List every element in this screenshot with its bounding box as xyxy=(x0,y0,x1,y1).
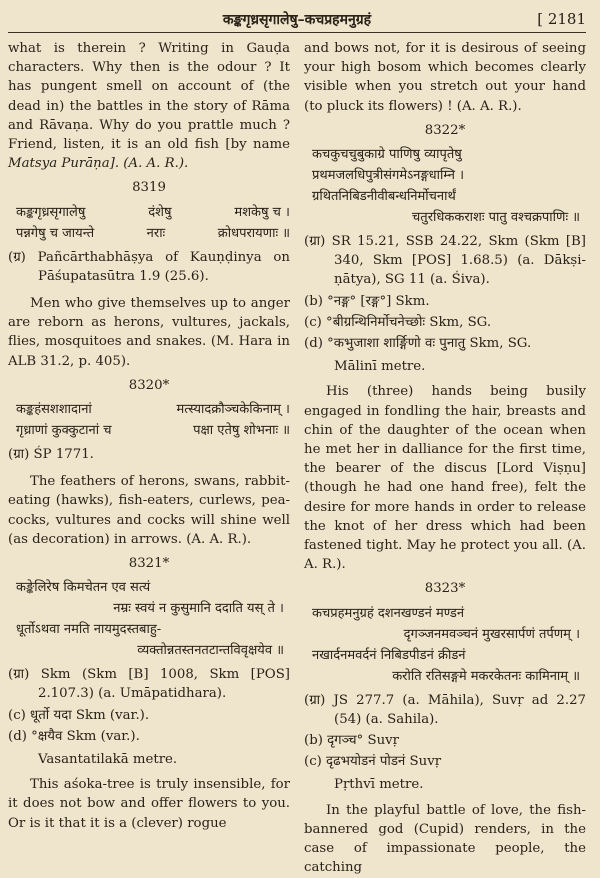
verse-8320 xyxy=(16,399,290,441)
verse-line xyxy=(16,640,290,661)
text-line: bearer of the discus [Lord Viṣṇu] (though xyxy=(304,461,586,496)
source-line: (54) (a. Sahila). xyxy=(334,711,439,727)
verse-line xyxy=(16,598,290,619)
variant: (b) दृगञ्च° Suvṛ xyxy=(304,733,399,749)
verse-line xyxy=(312,666,586,687)
text-line: Rāvaṇa. Why do you prattle much ? xyxy=(39,117,290,133)
right-column xyxy=(304,39,586,878)
source-line: (ग्रा) JS 277.7 (a. Māhila), Suvṛ ad 2.27 xyxy=(304,692,586,708)
verse-text: व्यक्तोन्नतस्तनतटान्तविवृक्षयेव ॥ xyxy=(137,643,284,659)
verse-line xyxy=(312,624,586,645)
verse-text: मशकेषु च । xyxy=(234,204,290,220)
text-line: for it does not bow and offer flowers to xyxy=(8,777,290,812)
page-header xyxy=(8,6,586,33)
source-8320: (ग्रा) ŚP 1771. xyxy=(8,447,94,463)
text-line: in) the battles in the story of Rāma and xyxy=(8,98,290,133)
verse-text: मत्स्यादक्रौञ्चकेकिनाम् । xyxy=(176,402,290,418)
verse-text: कचप्रहमनुग्रहं दशनखण्डनं मण्डनं xyxy=(312,605,465,621)
text-line: flies, mosquitoes and snakes. (M. Hara in xyxy=(8,334,290,350)
text-line: Men who give themselves up to anger xyxy=(30,296,290,312)
verse-line xyxy=(312,144,586,165)
variant: (c) °बीग्रन्थिनिर्मोचनेच्छोः Skm, SG. xyxy=(304,314,492,330)
verse-text: कचकुचचुबुकाग्रे पाणिषु व्यापृतेषु xyxy=(312,147,462,163)
text-line: visible when you stretch out your hand xyxy=(304,79,586,95)
source-line: (ग्रा) SR 15.21, SSB 24.22, Skm (Skm [B] xyxy=(304,234,586,250)
verse-number-8320: 8320* xyxy=(128,377,170,393)
variant: (d) °कभुजाशा शार्ङ्गिणो वः पुनातु Skm, SG. xyxy=(304,336,532,352)
page-number: [ 2181 xyxy=(537,10,586,28)
verse-text: पक्षा एतेषु शोभनाः ॥ xyxy=(193,423,290,439)
text-line: met her in dalliance for the first time, the xyxy=(304,442,586,477)
source-line: (ग्रा) Skm (Skm [B] 1008, Skm [POS] xyxy=(8,667,290,683)
right-intro xyxy=(304,39,586,116)
verse-line xyxy=(16,399,290,420)
verse-line xyxy=(16,420,290,441)
verse-text: धूर्तोऽथवा नमति नायमुदस्तबाहु- xyxy=(16,622,162,638)
variant: (c) दृढभयोडनं पोडनं Suvṛ xyxy=(304,754,442,770)
verse-number-8322: 8322* xyxy=(424,122,466,138)
variant: (b) °नङ्ग° [रङ्ग°] Skm. xyxy=(304,293,430,309)
left-intro xyxy=(8,39,290,173)
text-line: tight. May he protect you all. (A. A. R.). xyxy=(304,538,586,573)
translation-8321 xyxy=(8,775,290,833)
verse-number-8319: 8319 xyxy=(132,180,166,196)
verse-line xyxy=(16,223,290,244)
verse-line xyxy=(16,202,290,223)
text-line: ALB 31.2, p. 405). xyxy=(8,353,131,369)
translation-8320 xyxy=(8,472,290,549)
text-line: are reborn as herons, vultures, jackals, xyxy=(8,315,290,331)
left-column xyxy=(8,39,290,878)
verse-line xyxy=(312,165,586,186)
text-line: he had one hand free), felt the desire for xyxy=(304,480,586,515)
source-8321 xyxy=(8,665,290,703)
verse-line xyxy=(312,645,586,666)
verse-line xyxy=(16,619,290,640)
text-line: characters. Why then is the odour ? It xyxy=(8,60,290,76)
text-line: Friend, listen, it is an old fish [by name xyxy=(8,137,290,153)
source-8322 xyxy=(304,232,586,290)
verse-text: नम्रः स्वयं न कुसुमानि ददाति यस् ते । xyxy=(113,601,284,617)
source-line: 2.107.3) (a. Umāpatidhara). xyxy=(38,686,227,702)
text-line: This aśoka-tree is truly insensible, xyxy=(30,777,266,793)
text-line: Matsya Purāṇa]. (A. A. R.). xyxy=(8,156,189,172)
metre-8322: Mālinī metre. xyxy=(334,359,426,375)
source-8323 xyxy=(304,691,586,729)
text-line: eating (hawks), fish-eaters, curlews, pea- xyxy=(8,493,290,509)
verse-text: करोति रतिसङ्गमे मकरकेतनः कामिनाम् ॥ xyxy=(392,668,580,684)
variant: (c) धूर्तो यदा Skm (var.). xyxy=(8,707,150,723)
verse-8319 xyxy=(16,202,290,244)
verse-text: दृगञ्जनमवञ्चनं मुखरसार्पणं तर्पणम् । xyxy=(403,626,580,642)
verse-number-8323: 8323* xyxy=(424,581,466,597)
verse-text: कङ्कगृध्रसृगालेषु xyxy=(16,204,86,220)
source-8319: (ग्र) Pañcārthabhāṣya of Kauṇḍinya on Pāśupatasūtra 1.9 (25.6). xyxy=(8,249,290,284)
verse-line xyxy=(312,186,586,207)
text-line: (to pluck its flowers) ! (A. A. R.). xyxy=(304,98,522,114)
verse-text: ग्रथितनिबिडनीवीबन्धनिर्मोचनार्थं xyxy=(312,189,456,205)
text-line: more hands in order to release the knot xyxy=(304,499,586,534)
text-line: cocks, vultures and cocks will shine well xyxy=(8,512,290,528)
verse-text: नखार्दनमवर्दनं निबिडपीडनं क्रीडनं xyxy=(312,647,466,663)
verse-text: नराः xyxy=(146,225,166,241)
text-line: case of impassionate people, the catching xyxy=(304,841,586,876)
verse-text: क्रोधपरायणाः ॥ xyxy=(217,225,290,241)
verse-line xyxy=(16,577,290,598)
text-line: has pungent smell on account of (the dead xyxy=(8,79,290,114)
verse-text: पन्नगेषु च जायन्ते xyxy=(16,225,95,241)
verse-text: कङ्कहंसशशादानां xyxy=(16,402,92,418)
verse-text: गृध्राणां कुक्कुटानां च xyxy=(16,423,112,439)
verse-8321 xyxy=(16,577,290,661)
verse-text: चतुरधिककराशः पातु वश्चक्रपाणिः ॥ xyxy=(412,210,580,226)
text-line: chin of the daughter of the ocean when he xyxy=(304,422,586,458)
translation-8323 xyxy=(304,801,586,878)
variant: (d) °क्षयैव Skm (var.). xyxy=(8,728,140,744)
verse-line xyxy=(312,207,586,228)
text-line: your high bosom which becomes clearly xyxy=(304,60,586,76)
text-line: of her dress which had been fastened xyxy=(304,518,586,554)
running-head: कङ्कगृध्रसृगालेषु–कचप्रहमनुग्रहं xyxy=(222,12,372,28)
text-line: In the playful battle of love, the xyxy=(326,802,551,818)
text-line: His (three) hands being busily xyxy=(326,384,586,400)
verse-number-8321: 8321* xyxy=(128,556,170,572)
metre-8323: Pṛthvī metre. xyxy=(334,777,424,793)
text-line: what is therein ? Writing in Gauḍa xyxy=(8,41,290,56)
verse-8323 xyxy=(312,603,586,687)
translation-8319 xyxy=(8,294,290,371)
text-line: fish-bannered god (Cupid) renders, in the xyxy=(304,802,586,837)
text-line: engaged in fondling the hair, breasts and xyxy=(304,403,586,419)
text-line: The feathers of herons, swans, rabbit- xyxy=(30,474,290,490)
verse-text: कङ्केलिरेष किमचेतन एव सत्यं xyxy=(16,580,151,596)
text-line: and bows not, for it is desirous of seeing xyxy=(304,41,586,56)
metre-8321: Vasantatilakā metre. xyxy=(38,752,178,768)
verse-text: दंशेषु xyxy=(148,204,172,220)
verse-8322 xyxy=(312,144,586,228)
text-line: you. Or is it that it is a (clever) rogue xyxy=(8,796,290,831)
translation-8322 xyxy=(304,382,586,574)
source-line: ṇātya), SG 11 (a. Śiva). xyxy=(334,272,490,288)
text-line: (as decoration) in arrows. (A. A. R.). xyxy=(8,531,252,547)
source-line: 340, Skm [POS] 1.68.5) (a. Dākṣi- xyxy=(334,253,586,269)
verse-text: प्रथमजलधिपुत्रीसंगमेऽनङ्गधाम्नि । xyxy=(312,168,465,184)
verse-line xyxy=(312,603,586,624)
